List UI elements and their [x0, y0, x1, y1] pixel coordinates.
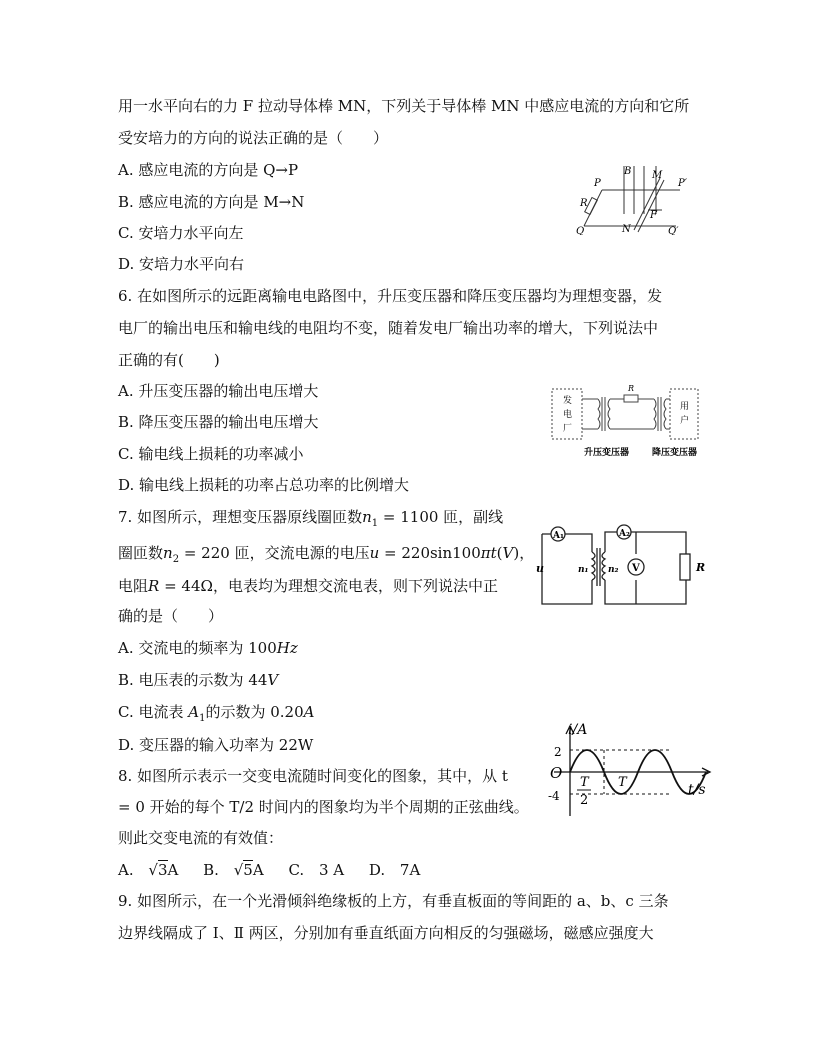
q9-stem-line2: 边界线隔成了 Ⅰ、Ⅱ 两区，分别加有垂直纸面方向相反的匀强磁场，磁感应强度大: [118, 924, 654, 942]
q8-stem-line3: 则此交变电流的有效值：: [118, 829, 284, 847]
q5-stem-line2: 受安培力的方向的说法正确的是（ ）: [118, 129, 389, 147]
q8-opt-b-unit: A: [252, 861, 264, 879]
q9-stem-line1: 9. 如图所示，在一个光滑倾斜绝缘板的上方，有垂直板面的等间距的 a、b、c 三条: [118, 892, 669, 910]
q5-option-b: B. 感应电流的方向是 M→N: [118, 193, 305, 211]
q5-fig-label-f: F: [650, 210, 657, 221]
q7-pt: πt: [480, 544, 497, 562]
q7-option-d: D. 变压器的输入功率为 22W: [118, 736, 314, 754]
q7-r: R: [148, 577, 160, 595]
q5-fig-label-b: B: [624, 166, 632, 177]
q8-options: A. √3A B. √5A C. 3 A D. 7A: [118, 861, 421, 879]
q7-opt-b-text: B. 电压表的示数为 44: [118, 671, 268, 689]
q7-line1: [118, 507, 503, 534]
q8-fig-halft-num: T: [580, 775, 589, 790]
q8-fig-ytop: 2: [554, 745, 562, 759]
q8-fig-t: T: [618, 775, 627, 790]
q6-fig-r: R: [628, 384, 635, 393]
q8-opt-c-text: 3 A: [318, 861, 345, 879]
q7-opt-c-sub: 1: [199, 713, 206, 724]
q7-line2-a: 圈匝数: [118, 544, 164, 562]
q7-line1-b: = 1100 匝，副线: [378, 508, 504, 526]
q5-fig-label-r: R: [580, 198, 588, 209]
q6-transmission-figure: [548, 381, 714, 463]
q7-opt-b-unit: V: [267, 671, 279, 689]
q8-opt-c-letter: C.: [288, 861, 305, 879]
q7-line3-a: 电阻: [118, 577, 149, 595]
q7-opt-c-a: A: [188, 703, 200, 721]
q5-option-a: A. 感应电流的方向是 Q→P: [118, 161, 299, 179]
q6-fig-step-down: 降压变压器: [652, 448, 698, 458]
q7-line2: [118, 543, 534, 570]
q6-stem-line2: 电厂的输出电压和输电线的电阻均不变，随着发电厂输出功率的增大，下列说法中: [118, 319, 659, 337]
q5-fig-label-p: P: [594, 178, 601, 189]
q7-v-unit: V: [502, 544, 514, 562]
q8-fig-origin: O: [550, 764, 563, 782]
q6-fig-plant-1: 发: [563, 396, 573, 406]
q6-fig-plant-2: 电: [563, 410, 573, 420]
q5-fig-label-m: M: [652, 170, 663, 181]
q7-opt-c-unit: A: [303, 703, 315, 721]
q6-stem-line1: 6. 在如图所示的远距离输电电路图中，升压变压器和降压变压器均为理想变器，发: [118, 287, 663, 305]
q5-fig-label-n: N: [622, 224, 631, 235]
q8-opt-d-letter: D.: [368, 861, 386, 879]
q8-opt-a-letter: A.: [118, 861, 134, 879]
q7-opt-c-text2: 的示数为 0.20: [205, 703, 304, 721]
q7-option-b: [118, 670, 278, 690]
q5-rail-figure: [572, 160, 702, 235]
q6-fig-plant-3: 厂: [563, 424, 573, 434]
q7-n2-sub: 2: [172, 554, 180, 565]
q7-fig-n2: n₂: [608, 565, 619, 575]
q7-line4: 确的是（ ）: [118, 607, 224, 625]
q7-n2: n: [163, 544, 173, 562]
q6-option-a: A. 升压变压器的输出电压增大: [118, 382, 319, 400]
q7-fig-r: R: [696, 561, 706, 574]
q7-line2-d: (: [496, 544, 503, 562]
q7-fig-u: u: [536, 562, 544, 575]
q6-option-b: B. 降压变压器的输出电压增大: [118, 413, 319, 431]
q8-opt-b-letter: B.: [203, 861, 219, 879]
q7-n1: n: [362, 508, 372, 526]
q7-option-a: [118, 638, 298, 658]
q7-n1-sub: 1: [371, 518, 379, 529]
q6-option-c: C. 输电线上损耗的功率减小: [118, 445, 304, 463]
q7-line2-b: = 220 匝，交流电源的电压: [179, 544, 370, 562]
q7-line2-e: )，: [513, 544, 535, 562]
q7-fig-v: V: [632, 563, 640, 574]
q8-stem-line1: 8. 如图所示表示一交变电流随时间变化的图象，其中，从 t: [118, 767, 508, 785]
q5-stem-line1: 用一水平向右的力 F 拉动导体棒 MN，下列关于导体棒 MN 中感应电流的方向和它所: [118, 97, 690, 115]
q8-opt-d-text: 7A: [399, 861, 421, 879]
q7-fig-a1: A₁: [553, 531, 564, 541]
q7-opt-a-unit: Hz: [276, 639, 298, 657]
q7-fig-n1: n₁: [578, 565, 589, 575]
q8-opt-b-root: 5: [243, 861, 253, 879]
q8-opt-a-root: 3: [157, 861, 168, 879]
q5-option-d: D. 安培力水平向右: [118, 255, 245, 273]
q6-fig-user-1: 用: [680, 402, 690, 412]
q7-line3: [118, 576, 498, 596]
q7-fig-a2: A₂: [619, 529, 630, 539]
q7-line1-a: 7. 如图所示，理想变压器原线圈匝数: [118, 508, 363, 526]
q8-fig-halft-den: 2: [580, 793, 589, 808]
q8-fig-xlabel: t/s: [688, 782, 706, 798]
q7-line2-c: = 220sin100: [379, 544, 481, 562]
q8-stem-line2: = 0 开始的每个 T/2 时间内的图象均为半个周期的正弦曲线。: [118, 798, 529, 816]
q8-opt-a-unit: A: [167, 861, 179, 879]
q6-option-d: D. 输电线上损耗的功率占总功率的比例增大: [118, 476, 410, 494]
q8-fig-ybottom: -4: [548, 789, 560, 803]
q7-circuit-figure: [536, 518, 714, 610]
q7-opt-c-text: C. 电流表: [118, 703, 189, 721]
q6-fig-step-up: 升压变压器: [584, 448, 630, 458]
q6-stem-line3: 正确的有( ): [118, 351, 220, 369]
q7-option-c: [118, 702, 314, 729]
q5-fig-label-q: Q: [576, 226, 585, 235]
q5-fig-label-p-prime: P′: [678, 178, 687, 189]
q7-u: u: [369, 544, 380, 562]
q6-fig-user-2: 户: [680, 416, 690, 426]
q8-current-graph: [544, 720, 716, 822]
q5-option-c: C. 安培力水平向左: [118, 224, 244, 242]
q7-line3-b: = 44Ω，电表均为理想交流电表，则下列说法中正: [159, 577, 498, 595]
q7-opt-a-text: A. 交流电的频率为 100: [118, 639, 277, 657]
q5-fig-label-q-prime: Q′: [668, 226, 679, 235]
q8-fig-ylabel: i/A: [568, 722, 588, 738]
